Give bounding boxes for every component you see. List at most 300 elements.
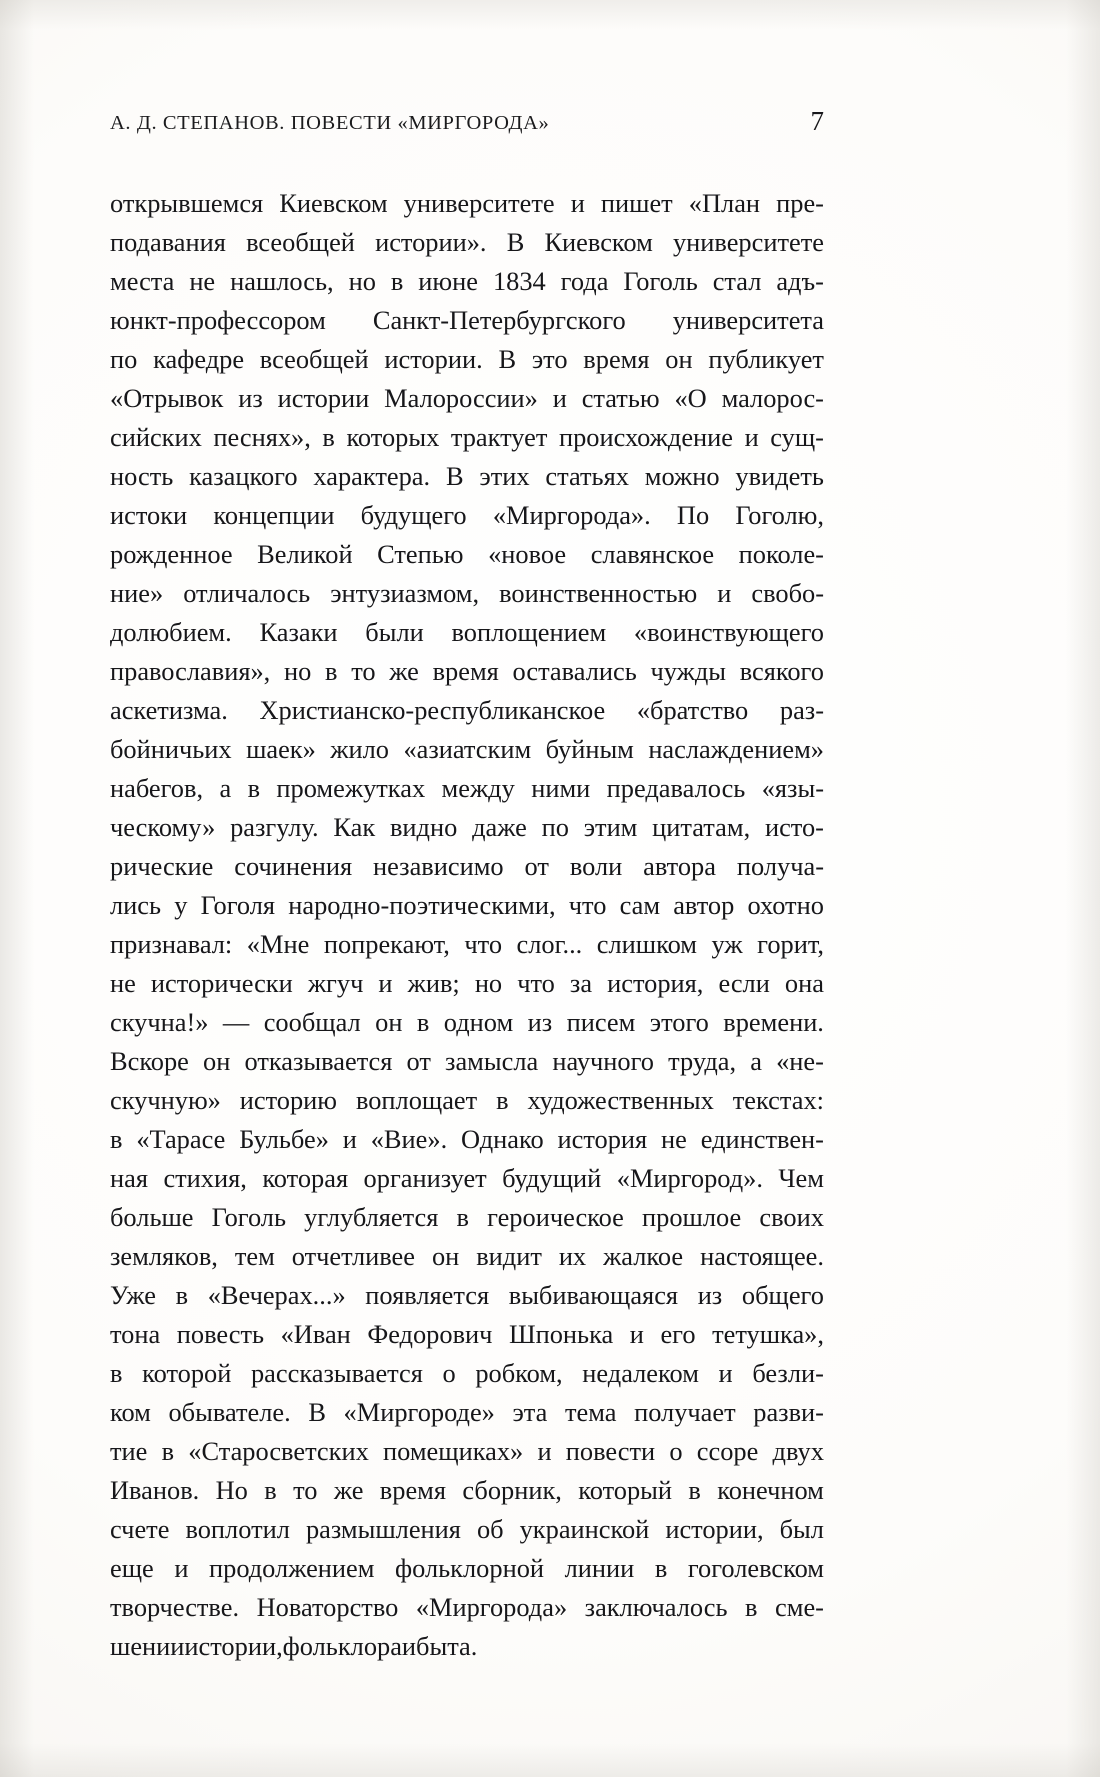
word: между xyxy=(441,773,515,803)
text-line xyxy=(110,1588,824,1627)
word: за xyxy=(569,968,593,998)
word: и xyxy=(744,422,759,452)
word: казацкого xyxy=(189,461,298,491)
word: история, xyxy=(607,968,704,998)
word: Казаки xyxy=(259,617,338,647)
word: сочинения xyxy=(234,851,353,881)
text-line xyxy=(110,691,824,730)
text-line xyxy=(110,1627,824,1666)
word: слишком xyxy=(596,929,697,959)
word: свобо- xyxy=(751,578,824,608)
word: скучна!» xyxy=(110,1007,209,1037)
text-line xyxy=(110,1276,824,1315)
word: творчестве. xyxy=(110,1592,240,1622)
word: и xyxy=(570,188,585,218)
word: В xyxy=(498,344,517,374)
word: Как xyxy=(333,812,376,842)
word: конечном xyxy=(717,1475,824,1505)
word: безли- xyxy=(752,1358,824,1388)
word: и xyxy=(537,1436,552,1466)
word: этим xyxy=(583,812,638,842)
word: «Миргорода» xyxy=(415,1592,568,1622)
word: и xyxy=(629,1319,644,1349)
word: ними xyxy=(531,773,591,803)
text-line xyxy=(110,1315,824,1354)
word: воинственностью xyxy=(499,578,698,608)
word: предавалось xyxy=(606,773,746,803)
word: Степью xyxy=(377,539,464,569)
word: Киевском xyxy=(279,188,388,218)
word: бойничьих xyxy=(110,734,232,764)
word: времени. xyxy=(723,1007,824,1037)
word: были xyxy=(365,617,424,647)
word: земляков, xyxy=(110,1241,218,1271)
word: не xyxy=(110,968,136,998)
word: из xyxy=(238,383,263,413)
word: жив; xyxy=(407,968,460,998)
word: скучную» xyxy=(110,1085,221,1115)
word: эта xyxy=(512,1397,548,1427)
word: писем xyxy=(566,1007,636,1037)
word: украинской xyxy=(519,1514,650,1544)
body-paragraph xyxy=(110,184,824,1666)
page-number: 7 xyxy=(810,106,824,136)
word: историю xyxy=(239,1085,338,1115)
word: пре- xyxy=(776,188,824,218)
text-line xyxy=(110,1159,824,1198)
word: рассказывается xyxy=(250,1358,423,1388)
word: «воинствующего xyxy=(633,617,824,647)
word: «Миргорода». xyxy=(492,500,651,530)
word: Вскоре xyxy=(110,1046,189,1076)
word: по xyxy=(541,812,569,842)
word: «Отрывок xyxy=(110,383,224,413)
word: воплотил xyxy=(185,1514,290,1544)
word: труда, xyxy=(668,1046,737,1076)
word: но xyxy=(474,968,503,998)
word: «Миргород». xyxy=(616,1163,763,1193)
word: можно xyxy=(644,461,720,491)
word: организует xyxy=(363,1163,487,1193)
word: попрекают, xyxy=(323,929,450,959)
word: появляется xyxy=(365,1280,490,1310)
text-line xyxy=(110,457,824,496)
text-line xyxy=(110,262,824,301)
word: «Тарасе xyxy=(136,1124,226,1154)
word: университета xyxy=(672,305,824,335)
word: ние» xyxy=(110,578,164,608)
word: повесть xyxy=(176,1319,265,1349)
word: время xyxy=(583,344,650,374)
text-line xyxy=(110,223,824,262)
word: увидеть xyxy=(735,461,824,491)
word: текстах: xyxy=(732,1085,824,1115)
word: долюбием. xyxy=(110,617,232,647)
word: университете xyxy=(403,188,555,218)
word: и xyxy=(552,383,567,413)
word: православия», xyxy=(110,656,271,686)
word: в xyxy=(110,1358,123,1388)
word: она xyxy=(784,968,824,998)
word: народно-поэтическими, xyxy=(288,890,556,920)
word: «азиатским xyxy=(403,734,532,764)
word: происхождение xyxy=(558,422,734,452)
word: песнях», xyxy=(213,422,311,452)
word: не xyxy=(189,266,216,296)
word: тие xyxy=(110,1436,148,1466)
word: обывателе. xyxy=(168,1397,291,1427)
text-line xyxy=(110,964,824,1003)
word: от xyxy=(524,851,549,881)
text-line xyxy=(110,535,824,574)
word: своих xyxy=(759,1202,824,1232)
word: Санкт-Петербургского xyxy=(372,305,626,335)
word: Малороссии» xyxy=(384,383,538,413)
word: не xyxy=(661,1124,687,1154)
word: выбивающаяся xyxy=(508,1280,679,1310)
word: Иванов. xyxy=(110,1475,200,1505)
word: из xyxy=(527,1007,553,1037)
word: отличалось xyxy=(183,578,311,608)
word: уж xyxy=(711,929,743,959)
word: признавал: xyxy=(110,929,233,959)
word: Уже xyxy=(110,1280,156,1310)
word: исторически xyxy=(150,968,293,998)
text-line xyxy=(110,769,824,808)
word: исто- xyxy=(764,812,824,842)
word: набегов, xyxy=(110,773,204,803)
word: юнкт-профессором xyxy=(110,305,326,335)
text-line xyxy=(110,379,824,418)
word: но xyxy=(348,266,376,296)
word: то xyxy=(293,1475,318,1505)
text-line xyxy=(110,886,824,925)
word: характера. xyxy=(313,461,431,491)
word: больше xyxy=(110,1202,194,1232)
word: трактует xyxy=(450,422,548,452)
word: еще xyxy=(110,1553,154,1583)
word: что xyxy=(517,968,555,998)
word: «Иван xyxy=(280,1319,351,1349)
text-line xyxy=(110,1042,824,1081)
word: которой xyxy=(142,1358,232,1388)
word: разгулу. xyxy=(230,812,319,842)
word: помещиках» xyxy=(383,1436,524,1466)
word: «не- xyxy=(776,1046,824,1076)
word: рожденное xyxy=(110,539,233,569)
word: воли xyxy=(569,851,623,881)
word: одном xyxy=(443,1007,514,1037)
word: «Миргороде» xyxy=(343,1397,495,1427)
word: от xyxy=(406,1046,431,1076)
word: поколе- xyxy=(738,539,824,569)
word: история xyxy=(557,1124,648,1154)
word: в xyxy=(322,422,335,452)
text-line xyxy=(110,1471,824,1510)
word: — xyxy=(222,1007,250,1037)
word: продолжением xyxy=(209,1553,375,1583)
word: года xyxy=(560,266,609,296)
word: жгуч xyxy=(307,968,364,998)
word: отказывается xyxy=(244,1046,393,1076)
word: фольклорной xyxy=(395,1553,545,1583)
word: и xyxy=(401,1631,417,1661)
word: в xyxy=(247,773,261,803)
word: в xyxy=(264,1475,277,1505)
word: он xyxy=(375,1007,403,1037)
word: «Старосветских xyxy=(188,1436,369,1466)
word: 1834 xyxy=(492,266,546,296)
word: истории, xyxy=(184,1631,283,1661)
text-line xyxy=(110,847,824,886)
text-line xyxy=(110,730,824,769)
word: будущий xyxy=(502,1163,602,1193)
word: у xyxy=(174,890,188,920)
word: ком xyxy=(110,1397,151,1427)
word: который xyxy=(578,1475,673,1505)
word: этих xyxy=(479,461,530,491)
word: же xyxy=(389,656,419,686)
word: Бульбе» xyxy=(239,1124,329,1154)
word: видит xyxy=(476,1241,542,1271)
word: Шпонька xyxy=(508,1319,614,1349)
text-line xyxy=(110,613,824,652)
word: тетушка», xyxy=(712,1319,824,1349)
word: сме- xyxy=(775,1592,824,1622)
word: героическое xyxy=(487,1202,624,1232)
word: которая xyxy=(262,1163,349,1193)
word: и xyxy=(717,578,732,608)
word: в xyxy=(161,1436,175,1466)
word: В xyxy=(308,1397,326,1427)
word: если xyxy=(718,968,770,998)
word: и xyxy=(342,1124,357,1154)
word: всеобщей xyxy=(246,227,355,257)
word: линии xyxy=(564,1553,635,1583)
word: в xyxy=(456,1202,469,1232)
word: ческому» xyxy=(110,812,216,842)
word: же xyxy=(333,1475,364,1505)
word: по xyxy=(110,344,138,374)
word: в xyxy=(416,1007,430,1037)
word: Гоголю, xyxy=(735,500,824,530)
word: Киевском xyxy=(544,227,653,257)
word: стихия, xyxy=(163,1163,247,1193)
word: Великой xyxy=(257,539,353,569)
word: недалеком xyxy=(582,1358,699,1388)
word: ссоре xyxy=(696,1436,759,1466)
word: этого xyxy=(649,1007,709,1037)
text-line xyxy=(110,1003,824,1042)
word: углубляется xyxy=(304,1202,439,1232)
word: В xyxy=(506,227,525,257)
word: «Вие». xyxy=(370,1124,448,1154)
word: о xyxy=(669,1436,683,1466)
word: фольклора xyxy=(282,1631,402,1661)
text-line xyxy=(110,1510,824,1549)
word: жило xyxy=(330,734,389,764)
word: «Вечерах...» xyxy=(207,1280,346,1310)
word: отчетливее xyxy=(291,1241,415,1271)
word: Гоголь xyxy=(623,266,698,296)
word: общего xyxy=(741,1280,824,1310)
word: сам xyxy=(619,890,661,920)
word: истории xyxy=(277,383,370,413)
word: что xyxy=(464,929,503,959)
text-line xyxy=(110,340,824,379)
word: время xyxy=(379,1475,447,1505)
word: кафедре xyxy=(153,344,245,374)
word: получает xyxy=(634,1397,736,1427)
word: время xyxy=(432,656,499,686)
word: шаек» xyxy=(246,734,316,764)
word: «О xyxy=(674,383,707,413)
word: в xyxy=(496,1085,509,1115)
word: двух xyxy=(772,1436,824,1466)
word: открывшемся xyxy=(110,188,264,218)
word: воплощает xyxy=(355,1085,478,1115)
word: Чем xyxy=(778,1163,824,1193)
text-line xyxy=(110,1432,824,1471)
word: Федорович xyxy=(367,1319,493,1349)
word: в xyxy=(688,1475,701,1505)
word: прошлое xyxy=(642,1202,742,1232)
word: Новаторство xyxy=(256,1592,399,1622)
word: истории». xyxy=(375,227,487,257)
word: их xyxy=(558,1241,587,1271)
text-line xyxy=(110,1354,824,1393)
word: тема xyxy=(564,1397,617,1427)
word: Но xyxy=(215,1475,248,1505)
text-line xyxy=(110,1120,824,1159)
word: что xyxy=(568,890,607,920)
word: статьях xyxy=(545,461,629,491)
word: стал xyxy=(712,266,762,296)
type-area xyxy=(110,106,824,1666)
word: был xyxy=(779,1514,824,1544)
text-line xyxy=(110,1549,824,1588)
word: художественных xyxy=(527,1085,714,1115)
word: будущего xyxy=(360,500,467,530)
text-line xyxy=(110,1081,824,1120)
word: всеобщей xyxy=(259,344,369,374)
word: славянское xyxy=(590,539,715,569)
word: чужды xyxy=(650,656,726,686)
text-line xyxy=(110,496,824,535)
word: истории. xyxy=(384,344,483,374)
word: быта. xyxy=(416,1631,478,1661)
word: автор xyxy=(673,890,735,920)
word: единствен- xyxy=(700,1124,824,1154)
running-head-title: А. Д. СТЕПАНОВ. ПОВЕСТИ «МИРГОРОДА» xyxy=(110,112,550,134)
text-line xyxy=(110,925,824,964)
word: раз- xyxy=(779,695,824,725)
word: которых xyxy=(346,422,440,452)
word: разви- xyxy=(753,1397,824,1427)
word: и xyxy=(718,1358,733,1388)
word: охотно xyxy=(747,890,824,920)
word: рические xyxy=(110,851,214,881)
word: В xyxy=(445,461,464,491)
word: публикует xyxy=(708,344,824,374)
word: истоки xyxy=(110,500,188,530)
text-line xyxy=(110,1237,824,1276)
word: сущ- xyxy=(770,422,824,452)
word: пишет xyxy=(600,188,673,218)
word: в xyxy=(110,1124,123,1154)
word: гоголевском xyxy=(687,1553,824,1583)
word: а xyxy=(219,773,232,803)
word: он xyxy=(203,1046,231,1076)
word: «План xyxy=(688,188,761,218)
text-line xyxy=(110,418,824,457)
word: об xyxy=(476,1514,504,1544)
word: сборник, xyxy=(462,1475,562,1505)
word: видно xyxy=(389,812,458,842)
text-line xyxy=(110,808,824,847)
text-line xyxy=(110,1393,824,1432)
word: робком, xyxy=(475,1358,563,1388)
word: жалкое xyxy=(603,1241,684,1271)
text-line xyxy=(110,1198,824,1237)
word: «братство xyxy=(636,695,749,725)
word: истории, xyxy=(665,1514,764,1544)
word: но xyxy=(283,656,312,686)
word: автора xyxy=(643,851,716,881)
text-line xyxy=(110,652,824,691)
word: в xyxy=(325,656,338,686)
word: он xyxy=(431,1241,460,1271)
word: промежутках xyxy=(276,773,426,803)
word: цитатам, xyxy=(652,812,751,842)
text-line xyxy=(110,184,824,223)
word: «язы- xyxy=(761,773,824,803)
word: заключалось xyxy=(584,1592,728,1622)
word: сообщал xyxy=(263,1007,361,1037)
word: тона xyxy=(110,1319,161,1349)
word: замысла xyxy=(445,1046,539,1076)
word: Гоголь xyxy=(211,1202,287,1232)
running-head xyxy=(110,106,824,158)
word: адъ- xyxy=(776,266,824,296)
word: «Мне xyxy=(246,929,310,959)
word: концепции xyxy=(213,500,335,530)
word: лись xyxy=(110,890,162,920)
word: подавания xyxy=(110,227,226,257)
word: сийских xyxy=(110,422,202,452)
word: статью xyxy=(581,383,660,413)
word: и xyxy=(378,968,393,998)
word: тем xyxy=(234,1241,275,1271)
word: ность xyxy=(110,461,174,491)
word: из xyxy=(697,1280,723,1310)
word: о xyxy=(442,1358,456,1388)
word: малорос- xyxy=(721,383,824,413)
word: то xyxy=(351,656,376,686)
word: Гоголя xyxy=(200,890,276,920)
word: в xyxy=(390,266,404,296)
word: даже xyxy=(472,812,527,842)
word: июне xyxy=(418,266,478,296)
word: ная xyxy=(110,1163,148,1193)
word: университете xyxy=(672,227,824,257)
word: Христианско-республиканское xyxy=(259,695,606,725)
word: оставались xyxy=(512,656,637,686)
text-line xyxy=(110,301,824,340)
word: наслаждением» xyxy=(648,734,824,764)
word: места xyxy=(110,266,175,296)
word: всякого xyxy=(739,656,824,686)
